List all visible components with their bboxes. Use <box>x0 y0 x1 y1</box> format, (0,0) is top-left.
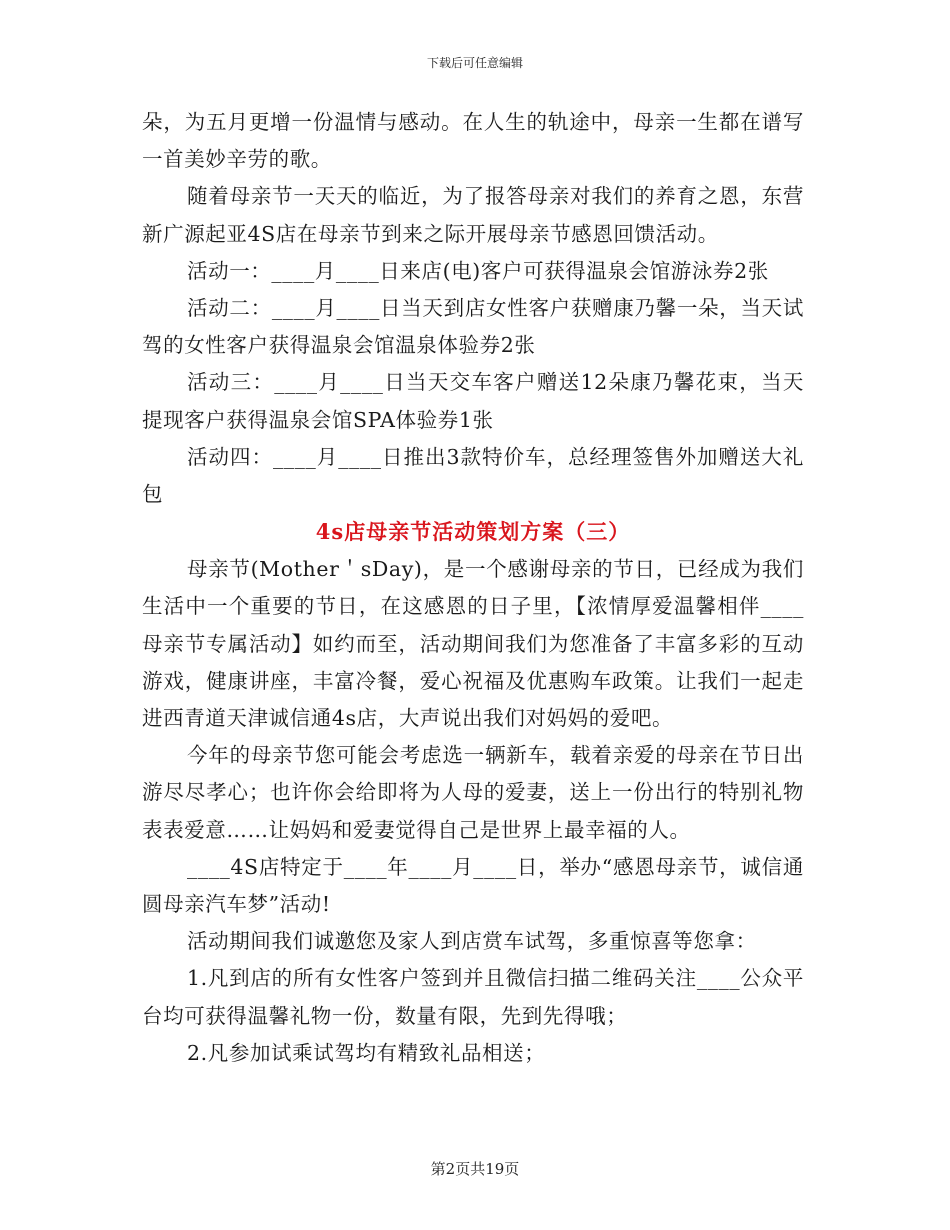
activity-three: 活动三：____月____日当天交车客户赠送12朵康乃馨花束，当天提现客户获得温泉会馆SPA体验券1张 <box>142 370 804 432</box>
paragraph-mothers-day: 母亲节(Mother＇sDay)，是一个感谢母亲的节日，已经成为我们生活中一个重要的节日，在这感恩的日子里，【浓情厚爱温馨相伴____母亲节专属活动】如约而至，活动期间我们为您准备了丰富多彩的互动游戏，健康讲座，丰富冷餐，爱心祝福及优惠购车政策。让我们一起走进西青道天津诚信通4s店，大声说出我们对妈妈的爱吧。 <box>142 557 804 731</box>
list-item-1: 1.凡到店的所有女性客户签到并且微信扫描二维码关注____公众平台均可获得温馨礼物一份，数量有限，先到先得哦； <box>142 966 804 1028</box>
paragraph-event: ____4S店特定于____年____月____日，举办“感恩母亲节，诚信通圆母亲汽车梦”活动! <box>142 854 804 917</box>
section-heading: 4s店母亲节活动策划方案（三） <box>315 519 631 545</box>
activity-two: 活动二：____月____日当天到店女性客户获赠康乃馨一朵，当天试驾的女性客户获得温泉会馆温泉体验券2张 <box>142 296 804 358</box>
paragraph-continuation: 朵，为五月更增一份温情与感动。在人生的轨途中，母亲一生都在谱写一首美妙辛劳的歌。 <box>142 110 804 172</box>
paragraph-new-car: 今年的母亲节您可能会考虑选一辆新车，载着亲爱的母亲在节日出游尽尽孝心；也许你会给即将为人母的爱妻，送上一份出行的特别礼物表表爱意……让妈妈和爱妻觉得自己是世界上最幸福的人。 <box>142 743 804 842</box>
list-item-2: 2.凡参加试乘试驾均有精致礼品相送； <box>187 1040 546 1065</box>
activity-four: 活动四：____月____日推出3款特价车，总经理签售外加赠送大礼包 <box>142 444 804 507</box>
page-number: 第2页共19页 <box>430 1160 520 1178</box>
header-note: 下载后可任意编辑 <box>426 56 523 70</box>
activity-one: 活动一：____月____日来店(电)客户可获得温泉会馆游泳券2张 <box>187 258 769 283</box>
paragraph-intro: 随着母亲节一天天的临近，为了报答母亲对我们的养育之恩，东营新广源起亚4S店在母亲节到来之际开展母亲节感恩回馈活动。 <box>142 184 804 246</box>
paragraph-invite: 活动期间我们诚邀您及家人到店赏车试驾，多重惊喜等您拿： <box>187 929 757 954</box>
document-body <box>142 104 804 1072</box>
